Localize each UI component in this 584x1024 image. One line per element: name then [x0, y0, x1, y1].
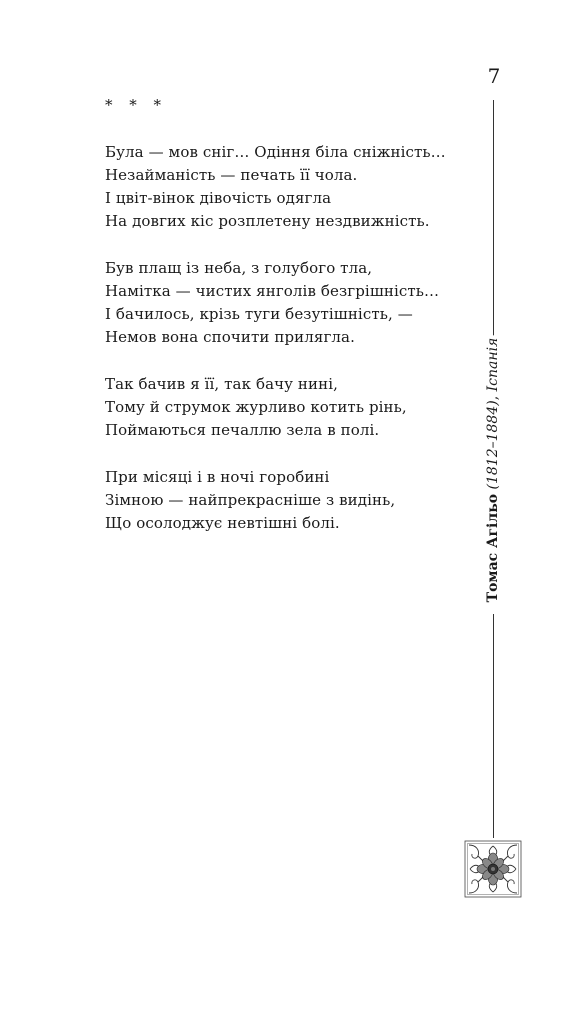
- poem-line: При місяці і в ночі горобині: [105, 468, 330, 486]
- running-head-dates: (1812–1884): [485, 400, 501, 490]
- poem-line: Так бачив я її, так бачу нині,: [105, 375, 338, 393]
- stanza-4: [105, 466, 475, 535]
- poem-line: Був плащ із неба, з голубого тла,: [105, 259, 373, 277]
- poem: [105, 94, 475, 559]
- running-head-separator: ,: [485, 395, 501, 401]
- page-number: 7: [487, 64, 501, 88]
- poem-line: І цвіт-вінок дівочість одягла: [105, 189, 332, 207]
- stanza-2: [105, 257, 475, 349]
- poem-line: На довгих кіс розплетену нездвижність.: [105, 212, 430, 230]
- poem-line: Намітка — чистих янголів безгрішність…: [105, 282, 440, 300]
- poem-asterisks: * * *: [105, 96, 168, 114]
- running-head-country: Іспанія: [485, 337, 501, 392]
- poem-line: І бачилось, крізь туги безутішність, —: [105, 305, 413, 323]
- margin-rule-top: [493, 100, 494, 336]
- poem-line: Немов вона спочити прилягла.: [105, 328, 355, 346]
- poem-line: Що осолоджує невтішні болі.: [105, 514, 340, 532]
- floral-ornament-icon: [464, 840, 522, 898]
- running-head: [484, 336, 502, 605]
- poem-line: Незайманість — печать її чола.: [105, 166, 358, 184]
- stanza-1: [105, 141, 475, 233]
- poem-line: Тому й струмок журливо котить рінь,: [105, 398, 407, 416]
- poem-line: Зімною — найпрекрасніше з видінь,: [105, 491, 396, 509]
- stanza-3: [105, 373, 475, 442]
- poem-line: Поймаються печаллю зела в полі.: [105, 421, 380, 439]
- margin-rule-bottom: [493, 614, 494, 838]
- running-head-author: Томас Агільо: [485, 493, 501, 603]
- poem-line: Була — мов сніг… Одіння біла сніжність…: [105, 143, 446, 161]
